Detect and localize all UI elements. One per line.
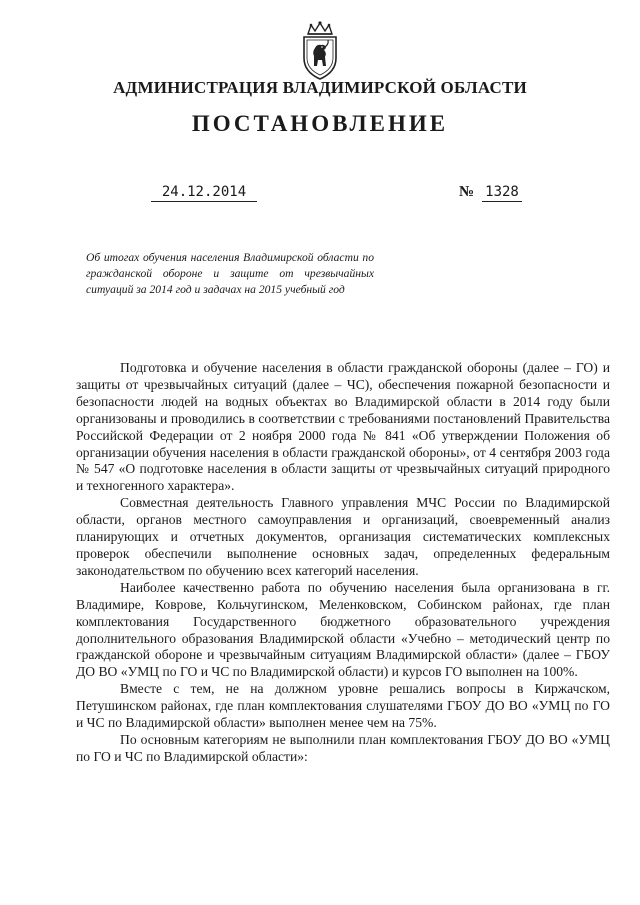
document-type-title: ПОСТАНОВЛЕНИЕ (191, 111, 449, 136)
number-sign: № (459, 184, 475, 200)
document-number: 1328 (482, 184, 522, 202)
organization-title: АДМИНИСТРАЦИЯ ВЛАДИМИРСКОЙ ОБЛАСТИ (113, 78, 527, 97)
coat-of-arms-icon (292, 20, 348, 82)
body-paragraph: Наиболее качественно работа по обучению населения была организована в гг. Владимире, Коврове, Кольчугинском, Меленковском, Собинском районах, где план комплектования Государственного бюджетного образовательного учреждения дополнительного образования Владимирской области «Учебно – методический центр по гражданской обороне и чрезвычайным ситуациям Владимирской области» (далее – ГБОУ ДО ВО «УМЦ по ГО и ЧС по Владимирской области) и курсов ГО выполнен на 100%. (76, 579, 610, 680)
document-subject: Об итогах обучения населения Владимирской области по гражданской обороне и защите от чрезвычайных ситуаций за 2014 год и задачах на 2015 учебный год (86, 251, 374, 296)
document-date: 24.12.2014 (151, 184, 257, 202)
body-paragraph: По основным категориям не выполнили план комплектования ГБОУ ДО ВО «УМЦ по ГО и ЧС по Владимирской области»: (76, 731, 610, 764)
body-paragraph: Подготовка и обучение населения в области гражданской обороны (далее – ГО) и защиты от чрезвычайных ситуаций (далее – ЧС), обеспечения пожарной безопасности и безопасности людей на водных объектах во Владимирской области в 2014 году были организованы и проводились в соответствии с требованиями постановлений Правительства Российской Федерации от 2 ноября 2000 года № 841 «Об утверждении Положения об организации обучения населения в области гражданской обороны», от 4 сентября 2003 года № 547 «О подготовке населения в области защиты от чрезвычайных ситуаций природного и техногенного характера». (76, 360, 610, 494)
document-body (76, 360, 610, 766)
body-paragraph: Совместная деятельность Главного управления МЧС России по Владимирской области, органов местного самоуправления и организаций, своевременный анализ планирующих и отчетных документов, организация систематических комплексных проверок обеспечили выполнение основных задач, определенных федеральным законодательством по обучению всех категорий населения. (76, 495, 610, 578)
body-paragraph: Вместе с тем, не на должном уровне решались вопросы в Киржачском, Петушинском районах, где план комплектования слушателями ГБОУ ДО ВО «УМЦ по ГО и ЧС по Владимирской области» выполнен менее чем на 75%. (76, 681, 610, 731)
